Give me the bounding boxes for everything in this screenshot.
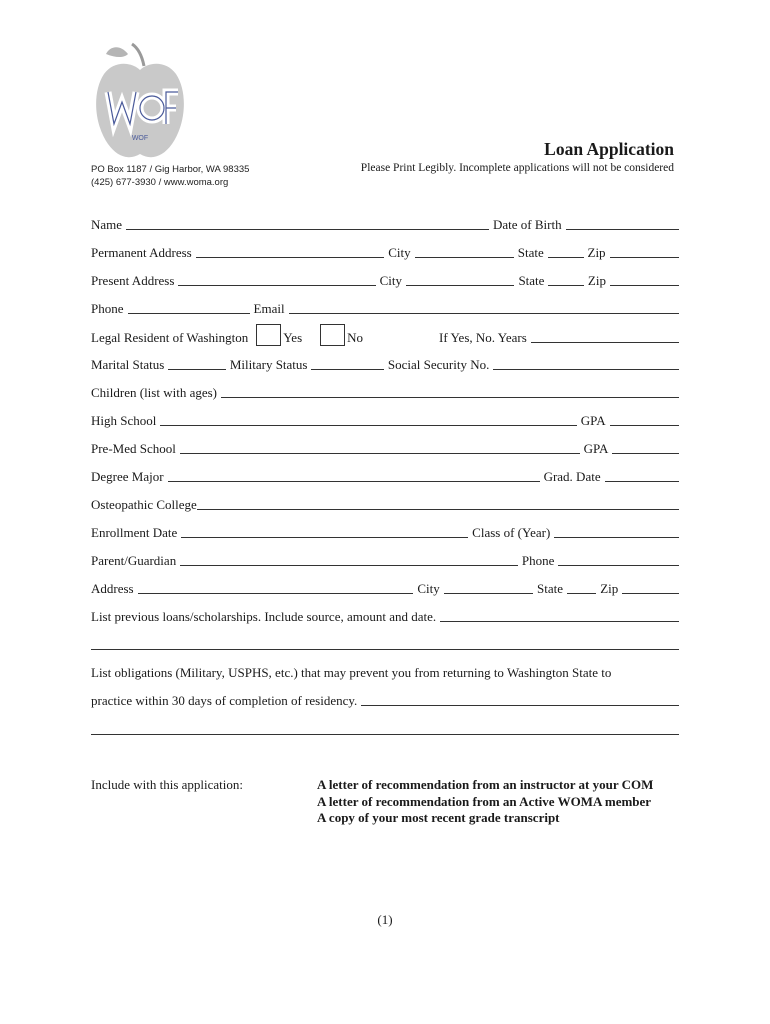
legal-resident-row xyxy=(91,322,679,346)
address-line-1: PO Box 1187 / Gig Harbor, WA 98335 xyxy=(91,164,250,175)
high-school-gpa-field[interactable] xyxy=(610,424,679,426)
osteopathic-college-label: Osteopathic College xyxy=(91,497,197,512)
no-checkbox[interactable] xyxy=(320,324,345,346)
military-status-field[interactable] xyxy=(311,368,383,370)
premed-row xyxy=(91,439,679,457)
years-field[interactable] xyxy=(531,341,679,343)
high-school-row xyxy=(91,411,679,429)
osteopathic-row xyxy=(91,495,679,513)
permanent-address-label: Permanent Address xyxy=(91,245,192,260)
parent-zip-field[interactable] xyxy=(622,592,679,594)
parent-phone-field[interactable] xyxy=(558,564,679,566)
present-zip-field[interactable] xyxy=(610,284,679,286)
address-label: Address xyxy=(91,581,134,596)
dob-label: Date of Birth xyxy=(492,217,562,232)
yes-label: Yes xyxy=(283,330,303,345)
phone-email-row xyxy=(91,299,679,317)
grad-date-label: Grad. Date xyxy=(543,469,601,484)
military-status-label: Military Status xyxy=(229,357,308,372)
obligations-extra-line[interactable] xyxy=(91,734,679,735)
logo-text: WOF xyxy=(131,135,149,142)
city-label: City xyxy=(379,273,402,288)
gpa-label: GPA xyxy=(580,413,606,428)
previous-loans-field[interactable] xyxy=(440,620,679,622)
city-label: City xyxy=(417,581,440,596)
present-address-field[interactable] xyxy=(178,284,375,286)
name-field[interactable] xyxy=(126,228,489,230)
degree-major-label: Degree Major xyxy=(91,469,164,484)
city-label: City xyxy=(388,245,411,260)
no-label: No xyxy=(347,330,364,345)
enrollment-date-label: Enrollment Date xyxy=(91,525,178,540)
include-item: A letter of recommendation from an instructor at your COM xyxy=(317,777,654,792)
phone-field[interactable] xyxy=(128,312,250,314)
obligations-label-1: List obligations (Military, USPHS, etc.) that may prevent you from returning to Washington State to xyxy=(91,665,612,680)
degree-row xyxy=(91,467,679,485)
state-label: State xyxy=(518,273,545,288)
years-label: If Yes, No. Years xyxy=(439,330,527,345)
children-row xyxy=(91,383,679,401)
parent-address-field[interactable] xyxy=(138,592,414,594)
page-number: (1) xyxy=(377,912,393,927)
enrollment-date-field[interactable] xyxy=(181,536,468,538)
page-subtitle: Please Print Legibly. Incomplete applications will not be considered xyxy=(360,162,674,174)
high-school-label: High School xyxy=(91,413,157,428)
obligations-label-2: practice within 30 days of completion of residency. xyxy=(91,693,358,708)
parent-address-row xyxy=(91,579,679,597)
previous-loans-label: List previous loans/scholarships. Include source, amount and date. xyxy=(91,609,437,624)
zip-label: Zip xyxy=(600,581,619,596)
address-line-2: (425) 677-3930 / www.woma.org xyxy=(91,177,229,188)
previous-loans-extra-line[interactable] xyxy=(91,649,679,650)
email-field[interactable] xyxy=(289,312,679,314)
parent-guardian-field[interactable] xyxy=(180,564,518,566)
gpa-label: GPA xyxy=(583,441,609,456)
include-label: Include with this application: xyxy=(91,777,243,792)
ssn-label: Social Security No. xyxy=(387,357,490,372)
name-label: Name xyxy=(91,217,123,232)
present-address-label: Present Address xyxy=(91,273,175,288)
permanent-address-field[interactable] xyxy=(196,256,384,258)
name-row xyxy=(91,215,679,233)
obligations-row-1 xyxy=(91,663,679,681)
class-of-field[interactable] xyxy=(554,536,679,538)
obligations-row-2 xyxy=(91,691,679,709)
parent-city-field[interactable] xyxy=(444,592,533,594)
marital-status-label: Marital Status xyxy=(91,357,165,372)
include-item: A letter of recommendation from an Active WOMA member xyxy=(317,793,652,809)
marital-status-field[interactable] xyxy=(168,368,226,370)
dob-field[interactable] xyxy=(566,228,679,230)
permanent-state-field[interactable] xyxy=(548,256,584,258)
legal-resident-label: Legal Resident of Washington xyxy=(91,330,249,345)
premed-school-label: Pre-Med School xyxy=(91,441,176,456)
woma-apple-logo xyxy=(92,40,188,164)
parent-guardian-label: Parent/Guardian xyxy=(91,553,177,568)
yes-checkbox[interactable] xyxy=(256,324,281,346)
include-list xyxy=(317,777,653,827)
email-label: Email xyxy=(253,301,285,316)
high-school-field[interactable] xyxy=(160,424,576,426)
permanent-city-field[interactable] xyxy=(415,256,514,258)
ssn-field[interactable] xyxy=(493,368,679,370)
permanent-zip-field[interactable] xyxy=(610,256,679,258)
premed-gpa-field[interactable] xyxy=(612,452,679,454)
present-city-field[interactable] xyxy=(406,284,514,286)
zip-label: Zip xyxy=(587,273,606,288)
marital-row xyxy=(91,355,679,373)
obligations-field[interactable] xyxy=(361,704,679,706)
children-label: Children (list with ages) xyxy=(91,385,218,400)
present-state-field[interactable] xyxy=(548,284,583,286)
class-of-label: Class of (Year) xyxy=(472,525,551,540)
grad-date-field[interactable] xyxy=(605,480,679,482)
parent-state-field[interactable] xyxy=(567,592,596,594)
phone-label: Phone xyxy=(91,301,124,316)
zip-label: Zip xyxy=(587,245,606,260)
enrollment-row xyxy=(91,523,679,541)
include-item: A copy of your most recent grade transcript xyxy=(317,810,560,825)
children-field[interactable] xyxy=(221,396,679,398)
premed-school-field[interactable] xyxy=(180,452,580,454)
present-address-row xyxy=(91,271,679,289)
permanent-address-row xyxy=(91,243,679,261)
previous-loans-row xyxy=(91,607,679,625)
parent-phone-label: Phone xyxy=(521,553,555,568)
page-title: Loan Application xyxy=(544,139,674,159)
organization-address xyxy=(91,163,249,189)
parent-row xyxy=(91,551,679,569)
state-label: State xyxy=(536,581,563,596)
osteopathic-college-field[interactable] xyxy=(197,508,679,510)
state-label: State xyxy=(517,245,544,260)
degree-major-field[interactable] xyxy=(168,480,540,482)
